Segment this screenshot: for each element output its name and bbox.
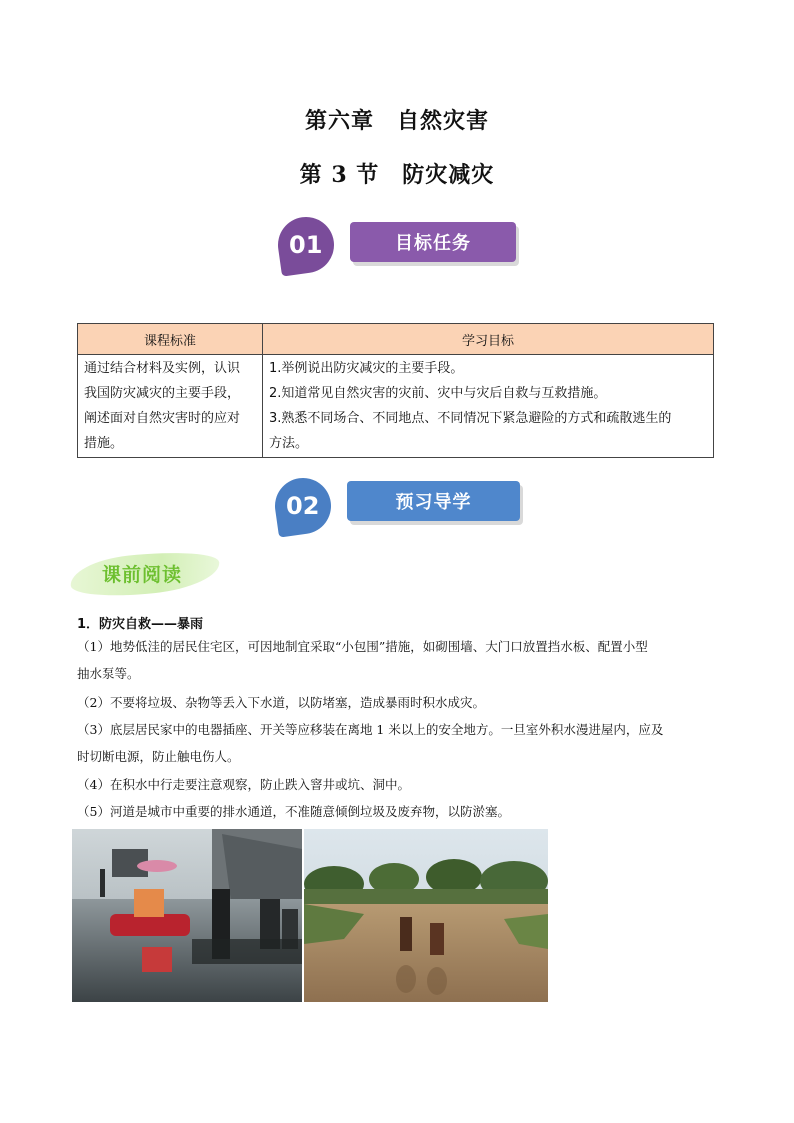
objective-line: 1.举例说出防灾减灾的主要手段。 bbox=[269, 361, 464, 376]
table-header-standard: 课程标准 bbox=[78, 324, 263, 355]
standard-line: 我国防灾减灾的主要手段， bbox=[84, 386, 241, 401]
section-label-tag: 预习导学 bbox=[347, 481, 520, 521]
reading-paragraph: （2）不要将垃圾、杂物等丢入下水道，以防堵塞，造成暴雨时积水成灾。 bbox=[77, 695, 485, 710]
section-number: 01 bbox=[289, 231, 323, 259]
section-label-tag: 目标任务 bbox=[350, 222, 516, 262]
chapter-title: 第六章 自然灾害 bbox=[304, 108, 489, 134]
section-number-badge bbox=[274, 213, 337, 276]
flooded-field-photo bbox=[304, 829, 548, 1002]
table-header-objectives: 学习目标 bbox=[263, 324, 714, 355]
objective-line: 2.知道常见自然灾害的灾前、灾中与灾后自救与互救措施。 bbox=[269, 386, 607, 401]
standard-line: 通过结合材料及实例，认识 bbox=[84, 361, 241, 376]
objective-line: 方法。 bbox=[269, 436, 309, 451]
reading-paragraph: （1）地势低洼的居民住宅区，可因地制宜采取“小包围”措施，如砌围墙、大门口放置挡水板、配置小型 bbox=[77, 639, 648, 654]
objectives-cell bbox=[263, 355, 714, 458]
reading-paragraph: （4）在积水中行走要注意观察，防止跌入窨井或坑、洞中。 bbox=[77, 777, 410, 792]
goals-table bbox=[77, 323, 714, 458]
standard-cell bbox=[78, 355, 263, 458]
standard-line: 阐述面对自然灾害时的应对 bbox=[84, 411, 241, 426]
objective-line: 3.熟悉不同场合、不同地点、不同情况下紧急避险的方式和疏散逃生的 bbox=[269, 411, 672, 426]
reading-badge bbox=[70, 548, 228, 600]
reading-paragraph: 抽水泵等。 bbox=[77, 666, 140, 681]
section-number: 02 bbox=[286, 492, 320, 520]
reading-subheading: 1．防灾自救——暴雨 bbox=[77, 617, 204, 632]
flooded-street-photo bbox=[72, 829, 302, 1002]
reading-paragraph: （5）河道是城市中重要的排水通道，不准随意倾倒垃圾及废弃物，以防淤塞。 bbox=[77, 804, 510, 819]
section-title: 第 3 节 防灾减灾 bbox=[299, 162, 495, 188]
reading-paragraph: （3）底层居民家中的电器插座、开关等应移装在离地 1 米以上的安全地方。一旦室外积水漫进屋内，应及 bbox=[77, 722, 664, 737]
reading-badge-label: 课前阅读 bbox=[102, 564, 183, 586]
section-number-badge bbox=[271, 474, 334, 537]
standard-line: 措施。 bbox=[84, 436, 124, 451]
reading-paragraph: 时切断电源，防止触电伤人。 bbox=[77, 749, 240, 764]
